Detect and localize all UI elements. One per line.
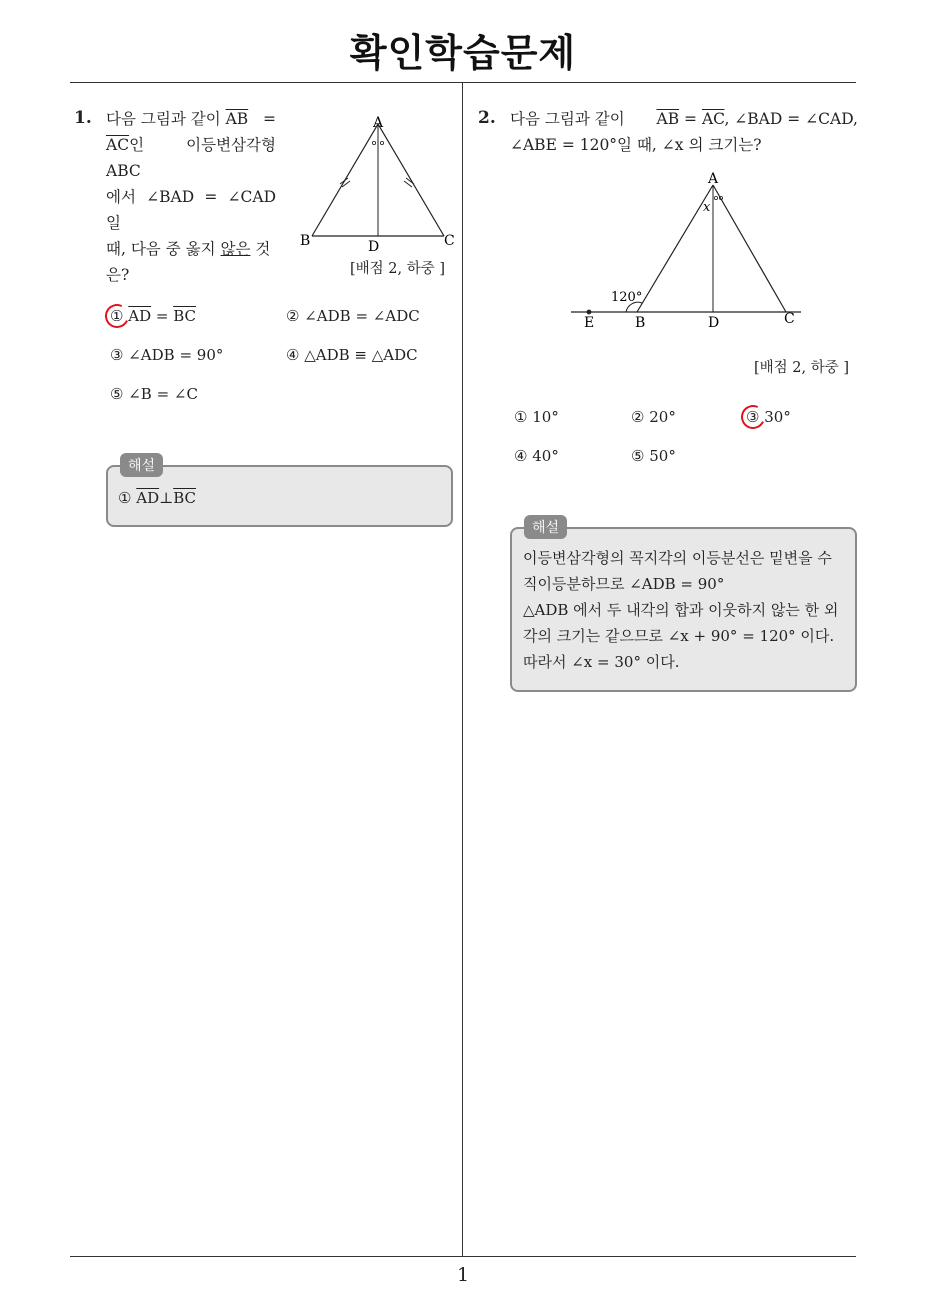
q1-choice-1[interactable]: ① $\overline{AD} = \overline{BC}$ [110, 307, 196, 325]
column-divider [462, 82, 463, 1257]
q1-label-c: C [444, 233, 455, 249]
q2-explanation-line: △ADB 에서 두 내각의 합과 이웃하지 않는 한 외 [523, 601, 839, 619]
q2-score: [배점 2, 하중 ] [754, 360, 850, 376]
q1-choice-4[interactable]: ④ △ADB ≡ △ADC [286, 346, 418, 364]
q1-text: 다음 그림과 같이 $\overline{AB}$ = $\overline{AC}$인 이등변삼각형 ABC 에서 ∠BAD = ∠CAD 일 때, 다음 중 옳지 않은 것 은? [106, 110, 276, 284]
q2-label-c: C [784, 311, 795, 327]
q2-explanation-tag: 해설 [524, 515, 567, 539]
q2-choice-2[interactable]: ② 20° [631, 408, 676, 426]
q2-label-a: A [708, 171, 719, 187]
q2-answer-circle-mark [738, 402, 769, 433]
q2-explanation-line: 각의 크기는 같으므로 ∠x + 90° = 120° 이다. [523, 627, 835, 645]
q1-choice-3[interactable]: ③ ∠ADB = 90° [110, 346, 224, 364]
q2-label-120: 120° [611, 290, 643, 305]
q1-answer-circle-mark [102, 301, 133, 332]
q2-explanation-line: 따라서 ∠x = 30° 이다. [523, 653, 680, 671]
page-title: 확인학습문제 [349, 31, 577, 75]
q2-choice-4[interactable]: ④ 40° [514, 447, 559, 465]
q1-label-d: D [368, 239, 380, 255]
q2-choice-1[interactable]: ① 10° [514, 408, 559, 426]
q1-score: [배점 2, 하중 ] [350, 261, 446, 277]
q2-choice-5[interactable]: ⑤ 50° [631, 447, 676, 465]
q1-triangle-figure [296, 112, 461, 257]
q2-choice-3[interactable]: ③ 30° [746, 408, 791, 426]
q2-explanation-line: 직이등분하므로 ∠ADB = 90° [523, 575, 725, 593]
q1-choice-5[interactable]: ⑤ ∠B = ∠C [110, 385, 198, 403]
q1-label-b: B [300, 233, 311, 249]
q2-number: 2. [478, 108, 496, 128]
q1-label-a: A [373, 115, 384, 131]
q2-explanation-text [523, 545, 847, 675]
bottom-rule [70, 1256, 856, 1257]
q2-text: 다음 그림과 같이 $\overline{AB} = \overline{AC}$, ∠BAD = ∠CAD, ∠ABE = 120°일 때, ∠x 의 크기는? [510, 110, 858, 154]
q2-label-e: E [584, 315, 595, 331]
q1-number: 1. [74, 108, 92, 128]
q2-explanation-line: 이등변삼각형의 꼭지각의 이등분선은 밑변을 수 [523, 549, 832, 567]
q2-triangle-figure [566, 168, 806, 333]
q1-choice-2[interactable]: ② ∠ADB = ∠ADC [286, 307, 420, 325]
q1-explanation-text: ① $\overline{AD}\perp\overline{BC}$ [118, 489, 196, 507]
q1-explanation-tag: 해설 [120, 453, 163, 477]
q2-label-x: x [703, 200, 711, 215]
page-number: 1 [456, 1264, 470, 1286]
top-rule [70, 82, 856, 83]
q2-label-b: B [635, 315, 646, 331]
q2-label-d: D [708, 315, 720, 331]
